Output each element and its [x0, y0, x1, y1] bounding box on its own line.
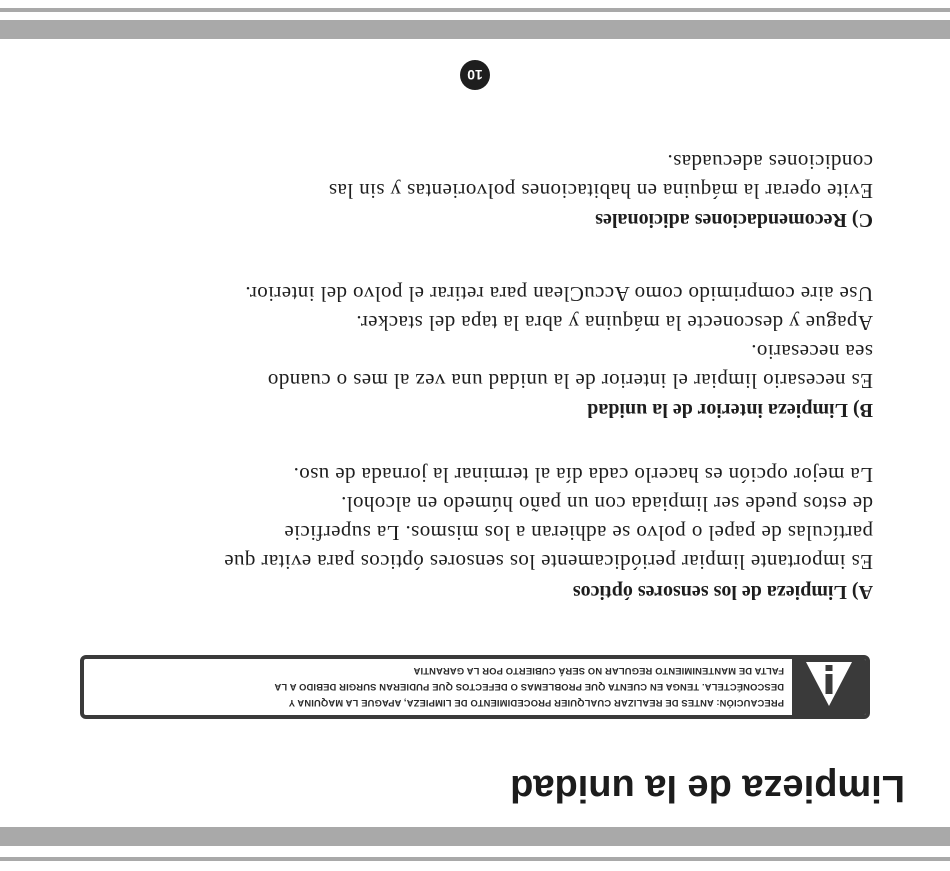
caution-box [80, 655, 870, 719]
paragraph-line: Es necesario limpiar el interior de la unidad una vez al mes o cuando [267, 369, 873, 393]
footer-thin-rule [0, 8, 950, 12]
caution-text [92, 663, 784, 711]
section-heading-b: B) Limpieza interior de la unidad [587, 399, 873, 421]
header-thin-rule [0, 857, 950, 861]
caution-line: DESCONÉCTELA. TENGA EN CUENTA QUE PROBLEMAS O DEFECTOS QUE PUDIERAN SURGIR DEBIDO A LA [274, 682, 784, 693]
section-heading-a: A) Limpieza de los sensores ópticos [572, 581, 873, 603]
paragraph-line: Apague y desconecte la máquina y abra la tapa del stacker. [355, 311, 873, 335]
caution-line: FALTA DE MANTENIMIENTO REGULAR NO SERÁ CUBIERTO POR LA GARANTIA [413, 666, 784, 677]
footer-thick-band [0, 20, 950, 39]
paragraph-line: Es importante limpiar periódicamente los sensores ópticos para evitar que [223, 550, 873, 574]
section-body-b [245, 279, 873, 395]
header-thick-band [0, 827, 950, 846]
caution-icon-cell [792, 659, 866, 715]
section-heading-c: C) Recomendaciones adicionales [595, 209, 873, 231]
paragraph-line: Evite operar la máquina en habitaciones polvorientas y sin las [328, 179, 873, 203]
page-title: Limpieza de la unidad [510, 767, 905, 809]
paragraph-line: condiciones adecuadas. [667, 150, 873, 174]
section-body-c [329, 147, 873, 205]
paragraph-line: Use aire comprimido como AccuClean para retirar el polvo del interior. [244, 282, 873, 306]
page-number-badge: 10 [460, 60, 490, 90]
paragraph-line: La mejor opción es hacerlo cada día al terminar la jornada de uso. [293, 463, 873, 487]
caution-line: PRECAUCIÓN: ANTES DE REALIZAR CUALQUIER PROCEDIMIENTO DE LIMPIEZA, APAGUE LA MAQUINA Y [288, 698, 784, 709]
paragraph-line: sea necesario. [750, 340, 873, 364]
paragraph-line: de estos puede ser limpiada con un paño húmedo en alcohol. [340, 492, 873, 516]
paragraph-line: partículas de papel o polvo se adhieran a los mismos. La superficie [284, 521, 873, 545]
section-body-a [224, 460, 873, 576]
exclamation-triangle-icon [804, 660, 854, 708]
